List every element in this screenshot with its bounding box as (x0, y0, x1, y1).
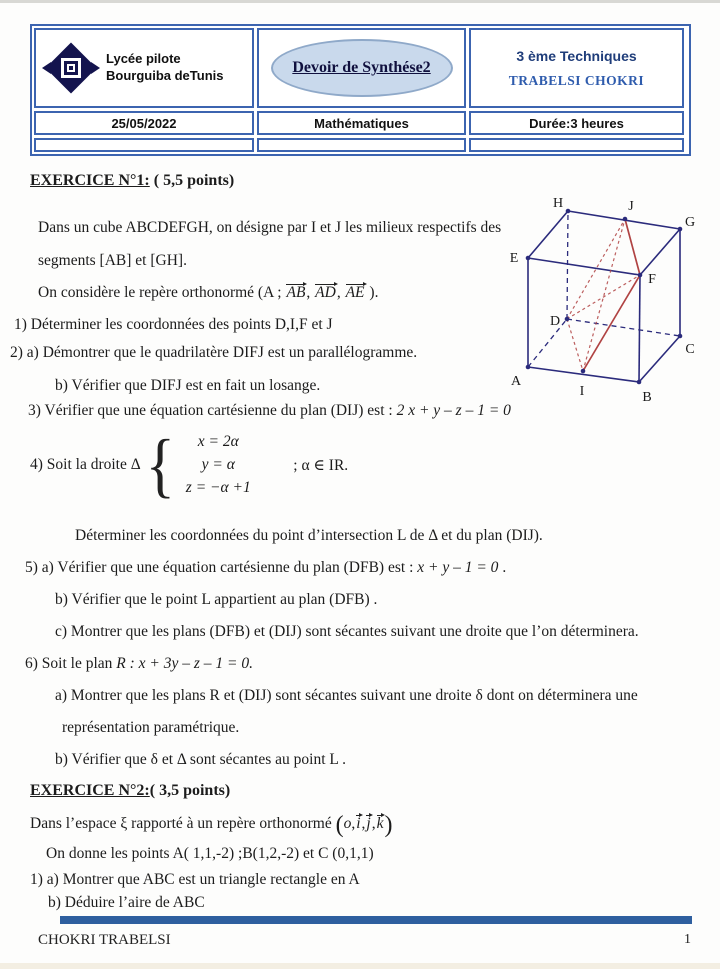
subject: Mathématiques (257, 111, 466, 135)
duration: Durée:3 heures (469, 111, 684, 135)
vector-i: i (356, 815, 361, 832)
ex1-question4-find: Déterminer les coordonnées du point d’intersection L de Δ et du plan (DIJ). (75, 527, 543, 544)
ex2-question1a: 1) a) Montrer que ABC est un triangle rectangle en A (30, 871, 360, 888)
ex1-intro-line1: Dans un cube ABCDEFGH, on désigne par I et J les milieux respectifs des (38, 219, 502, 236)
school-logo (42, 39, 100, 97)
vector-k: k (376, 815, 384, 832)
exam-title-oval (271, 39, 453, 97)
ex2-given-points: On donne les points A( 1,1,-2) ;B(1,2,-2) et C (0,1,1) (46, 845, 374, 862)
scan-edge-bottom (0, 963, 720, 969)
ex1-question6a-line2: représentation paramétrique. (62, 719, 240, 736)
footer-author: CHOKRI TRABELSI (38, 932, 171, 948)
ex1-question2b: b) Vérifier que DIFJ est en fait un losange. (55, 377, 321, 394)
system-condition: ; α ∈ IR. (293, 456, 349, 474)
vertex-label-g: G (684, 215, 696, 230)
exercise2-heading: EXERCICE N°2:( 3,5 points) (30, 782, 231, 799)
class-cell (469, 28, 684, 108)
empty-cell (469, 138, 684, 152)
ex1-question3: 3) Vérifier que une équation cartésienne du plan (DIJ) est : 2 x + y – z – 1 = 0 (28, 402, 511, 419)
school-name: Lycée pilote Bourguiba deTunis (106, 51, 224, 83)
rhombus-difj (567, 219, 640, 371)
vertex-label-b: B (642, 390, 652, 405)
vertex-label-i: I (579, 384, 585, 399)
vertex-label-j: J (628, 199, 634, 214)
ex1-question6a-line1: a) Montrer que les plans R et (DIJ) sont sécantes suivant une droite δ dont on déterminera une (55, 687, 638, 704)
ex2-intro-line: Dans l’espace ξ rapporté à un repère orthonormé (o,i,j,k) (30, 812, 393, 838)
ex1-question5c: c) Montrer que les plans (DFB) et (DIJ) sont sécantes suivant une droite que l’on déterminera. (55, 623, 639, 640)
ex1-question5b: b) Vérifier que le point L appartient au plan (DFB) . (55, 591, 378, 608)
empty-cell (34, 138, 254, 152)
school-cell (34, 28, 254, 108)
ex1-question6b: b) Vérifier que δ et Δ sont sécantes au point L . (55, 751, 347, 768)
teacher-name: TRABELSI CHOKRI (508, 72, 645, 88)
vertex-label-a: A (510, 374, 522, 389)
ex1-question4-label: 4) Soit la droite Δ (30, 456, 141, 473)
ex1-question2a: 2) a) Démontrer que le quadrilatère DIFJ est un parallélogramme. (10, 344, 418, 361)
ex1-intro-line2: segments [AB] et [GH]. (38, 252, 187, 269)
exercise1-heading: EXERCICE N°1: ( 5,5 points) (30, 172, 235, 189)
system-brace: { (145, 425, 175, 505)
ex1-question1: 1) Déterminer les coordonnées des points D,I,F et J (14, 316, 333, 333)
vertex-label-e: E (509, 251, 519, 266)
footer-page-number: 1 (684, 932, 691, 947)
scan-edge-top (0, 0, 720, 3)
exam-title: Devoir de Synthése2 (292, 59, 431, 76)
vertex-label-h: H (552, 196, 564, 211)
cube-hidden-edges (528, 211, 680, 367)
logo-right-arrow-icon (91, 62, 100, 74)
exam-date: 25/05/2022 (34, 111, 254, 135)
cube-figure (500, 181, 712, 412)
ex1-frame-line: On considère le repère orthonormé (A ; AB, AD, AE ). (38, 284, 379, 301)
vector-ad: AD (315, 284, 336, 301)
vertex-label-f: F (648, 272, 656, 287)
ex1-question4-system (30, 425, 349, 505)
ex2-question1b: b) Déduire l’aire de ABC (48, 894, 205, 911)
system-equations: x = 2α y = α z = −α +1 (185, 433, 251, 496)
cube-svg (500, 181, 712, 407)
empty-cell (257, 138, 466, 152)
footer-rule (60, 916, 692, 924)
vector-ae: AE (345, 284, 365, 301)
ex1-question6: 6) Soit le plan R : x + 3y – z – 1 = 0. (25, 655, 253, 672)
vector-j: j (366, 815, 371, 832)
title-cell (257, 28, 466, 108)
vector-ab: AB (286, 284, 306, 301)
vertex-label-d: D (549, 314, 561, 329)
vertex-label-c: C (685, 342, 695, 357)
header-table (30, 24, 691, 156)
class-level: 3 ème Techniques (516, 47, 637, 64)
ex1-question5a: 5) a) Vérifier que une équation cartésienne du plan (DFB) est : x + y – 1 = 0 . (25, 559, 507, 576)
